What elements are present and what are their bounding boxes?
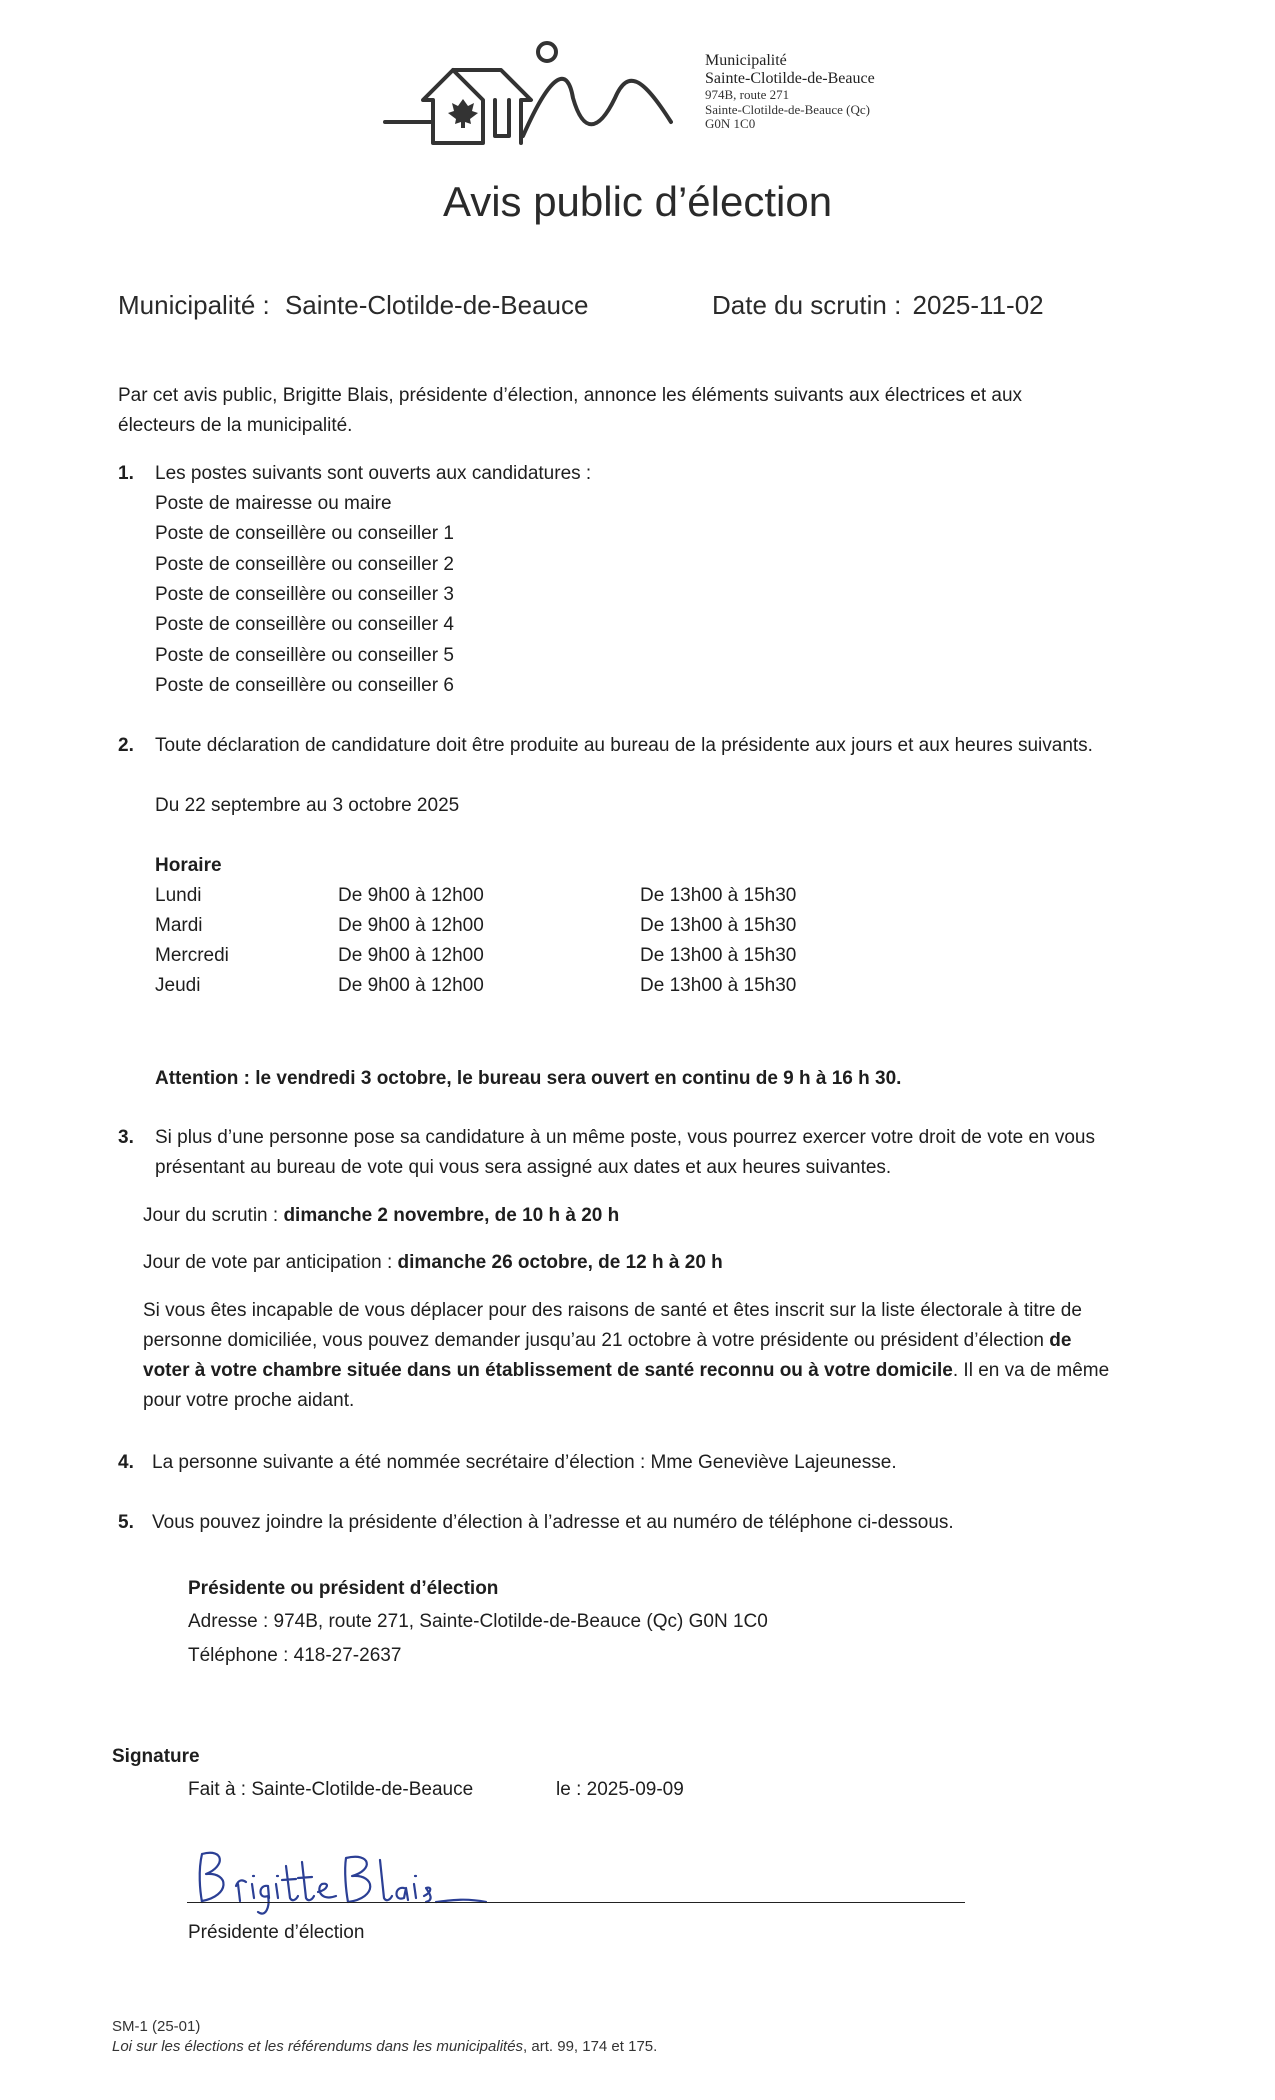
contact-phone: Téléphone : 418-27-2637 [188,1645,402,1666]
signature-line [187,1902,965,1903]
vote-date-field [712,290,1044,321]
municipality-logo-icon [383,38,673,148]
law-reference [112,2037,657,2057]
municipality-field [118,290,588,321]
schedule-day: Lundi [155,885,202,906]
health-paragraph-text: personne domiciliée, vous pouvez demander jusqu’au 21 octobre à votre présidente ou président d’élection [143,1330,1044,1351]
address-line-2: Sainte-Clotilde-de-Beauce [705,70,875,87]
election-day [143,1201,619,1231]
post-item: Poste de conseillère ou conseiller 6 [155,675,454,696]
section-5-text: Vous pouvez joindre la présidente d’élection à l’adresse et au numéro de téléphone ci-dessous. [152,1512,954,1533]
schedule-morning: De 9h00 à 12h00 [338,945,484,966]
municipality-value: Sainte-Clotilde-de-Beauce [284,290,589,320]
health-paragraph-bold: voter à votre chambre située dans un établissement de santé reconnu ou à votre domicile [143,1360,953,1381]
advance-vote-value: dimanche 26 octobre, de 12 h à 20 h [397,1252,723,1273]
municipality-address [705,52,875,132]
health-paragraph-line-1: Si vous êtes incapable de vous déplacer pour des raisons de santé et êtes inscrit sur la liste électorale à titre de [143,1300,1082,1321]
post-item: Poste de mairesse ou maire [155,493,392,514]
schedule-title: Horaire [155,855,222,876]
post-item: Poste de conseillère ou conseiller 3 [155,584,454,605]
schedule-day: Jeudi [155,975,201,996]
section-3-line-2: présentant au bureau de vote qui vous sera assigné aux dates et aux heures suivantes. [155,1157,892,1178]
section-5-number: 5. [118,1512,134,1533]
section-3-line-1: Si plus d’une personne pose sa candidature à un même poste, vous pourrez exercer votre droit de vote en vous [155,1127,1095,1148]
page-title: Avis public d’élection [442,178,833,225]
health-paragraph-line-4: pour votre proche aidant. [143,1390,355,1411]
schedule-day: Mercredi [155,945,229,966]
law-title: Loi sur les élections et les référendums dans les municipalités [112,2038,524,2055]
address-line-4: Sainte-Clotilde-de-Beauce (Qc) [705,101,870,117]
section-3-number: 3. [118,1127,134,1148]
contact-title: Présidente ou président d’élection [188,1578,499,1599]
address-line-3: 974B, route 271 [705,87,790,102]
section-1-number: 1. [118,463,134,484]
schedule-morning: De 9h00 à 12h00 [338,975,484,996]
attention-notice: Attention : le vendredi 3 octobre, le bureau sera ouvert en continu de 9 h à 16 h 30. [155,1068,902,1089]
schedule-day: Mardi [155,915,203,936]
footer [112,2017,657,2057]
intro-line-2: électeurs de la municipalité. [118,415,353,436]
section-4-number: 4. [118,1452,134,1473]
health-paragraph-bold: de [1049,1330,1072,1351]
signature-made-at: Fait à : Sainte-Clotilde-de-Beauce [188,1779,474,1800]
health-paragraph-line-3 [143,1356,1109,1386]
section-1-lead: Les postes suivants sont ouverts aux candidatures : [155,463,592,484]
schedule-afternoon: De 13h00 à 15h30 [640,945,797,966]
election-day-label: Jour du scrutin : [143,1205,279,1226]
vote-date-value: 2025-11-02 [912,290,1044,320]
signature-date: le : 2025-09-09 [556,1779,684,1800]
post-item: Poste de conseillère ou conseiller 1 [155,523,454,544]
advance-vote-day [143,1248,723,1278]
section-2-number: 2. [118,735,134,756]
contact-address: Adresse : 974B, route 271, Sainte-Clotilde-de-Beauce (Qc) G0N 1C0 [188,1611,768,1632]
section-4-text: La personne suivante a été nommée secrétaire d’élection : Mme Geneviève Lajeunesse. [152,1452,897,1473]
advance-vote-label: Jour de vote par anticipation : [143,1252,393,1273]
schedule-afternoon: De 13h00 à 15h30 [640,885,797,906]
signature-title: Signature [112,1746,200,1767]
form-code: SM-1 (25-01) [112,2018,201,2035]
section-2-lead: Toute déclaration de candidature doit être produite au bureau de la présidente aux jours et aux heures suivants. [155,735,1093,756]
health-paragraph-line-2 [143,1326,1071,1356]
post-item: Poste de conseillère ou conseiller 2 [155,554,454,575]
post-item: Poste de conseillère ou conseiller 5 [155,645,454,666]
handwritten-signature [196,1846,496,1916]
health-paragraph-text: . Il en va de même [952,1360,1110,1381]
municipality-label: Municipalité : [118,290,270,320]
law-articles: , art. 99, 174 et 175. [523,2038,658,2055]
signature-role: Présidente d’élection [188,1922,365,1943]
address-line-5: G0N 1C0 [705,116,756,131]
schedule-afternoon: De 13h00 à 15h30 [640,915,797,936]
post-item: Poste de conseillère ou conseiller 4 [155,614,454,635]
schedule-morning: De 9h00 à 12h00 [338,885,484,906]
candidacy-period: Du 22 septembre au 3 octobre 2025 [155,795,460,816]
schedule-morning: De 9h00 à 12h00 [338,915,484,936]
vote-date-label: Date du scrutin : [712,290,902,320]
schedule-afternoon: De 13h00 à 15h30 [640,975,797,996]
address-line-1: Municipalité [705,52,787,69]
election-day-value: dimanche 2 novembre, de 10 h à 20 h [283,1205,620,1226]
intro-line-1: Par cet avis public, Brigitte Blais, présidente d’élection, annonce les éléments suivants aux électrices et aux [118,385,1023,406]
